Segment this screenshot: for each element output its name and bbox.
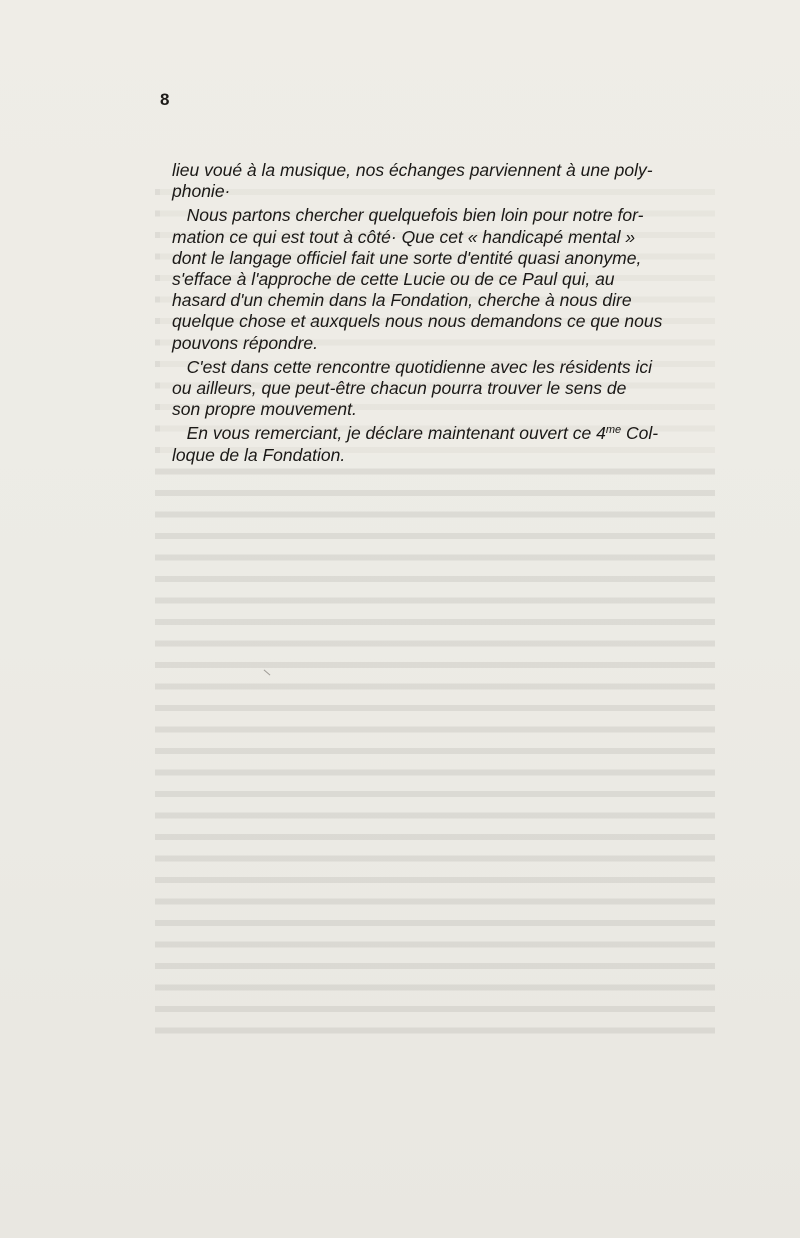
text-line: Nous partons chercher quelquefois bien loin pour notre for- (186, 205, 644, 226)
page-number: 8 (160, 90, 170, 109)
text-line: mation ce qui est tout à côté· Que cet « handicapé mental » (172, 226, 636, 247)
paragraph-2 (172, 205, 700, 353)
body-text (172, 160, 700, 469)
text-line: son propre mouvement. (172, 399, 357, 420)
paragraph-3 (172, 357, 700, 421)
superscript-ordinal: me (605, 424, 622, 437)
paragraph-1 (172, 160, 700, 202)
text-line: ou ailleurs, que peut-être chacun pourra trouver le sens de (172, 378, 627, 399)
text-line: quelque chose et auxquels nous nous demandons ce que nous (172, 311, 663, 332)
text-line: loque de la Fondation. (172, 444, 346, 465)
text-line: En vous remerciant, je déclare maintenant ouvert ce 4 (186, 423, 606, 444)
text-line: Col- (621, 423, 659, 444)
stray-mark (264, 670, 271, 676)
text-line: s'efface à l'approche de cette Lucie ou de ce Paul qui, au (172, 269, 615, 290)
text-line: hasard d'un chemin dans la Fondation, cherche à nous dire (172, 290, 632, 311)
paragraph-4 (172, 423, 700, 465)
text-line: C'est dans cette rencontre quotidienne avec les résidents ici (186, 356, 653, 377)
text-line: dont le langage officiel fait une sorte d'entité quasi anonyme, (172, 247, 642, 268)
text-line: phonie· (172, 181, 231, 202)
text-line: pouvons répondre. (172, 332, 318, 353)
text-line: lieu voué à la musique, nos échanges parviennent à une poly- (172, 160, 653, 180)
